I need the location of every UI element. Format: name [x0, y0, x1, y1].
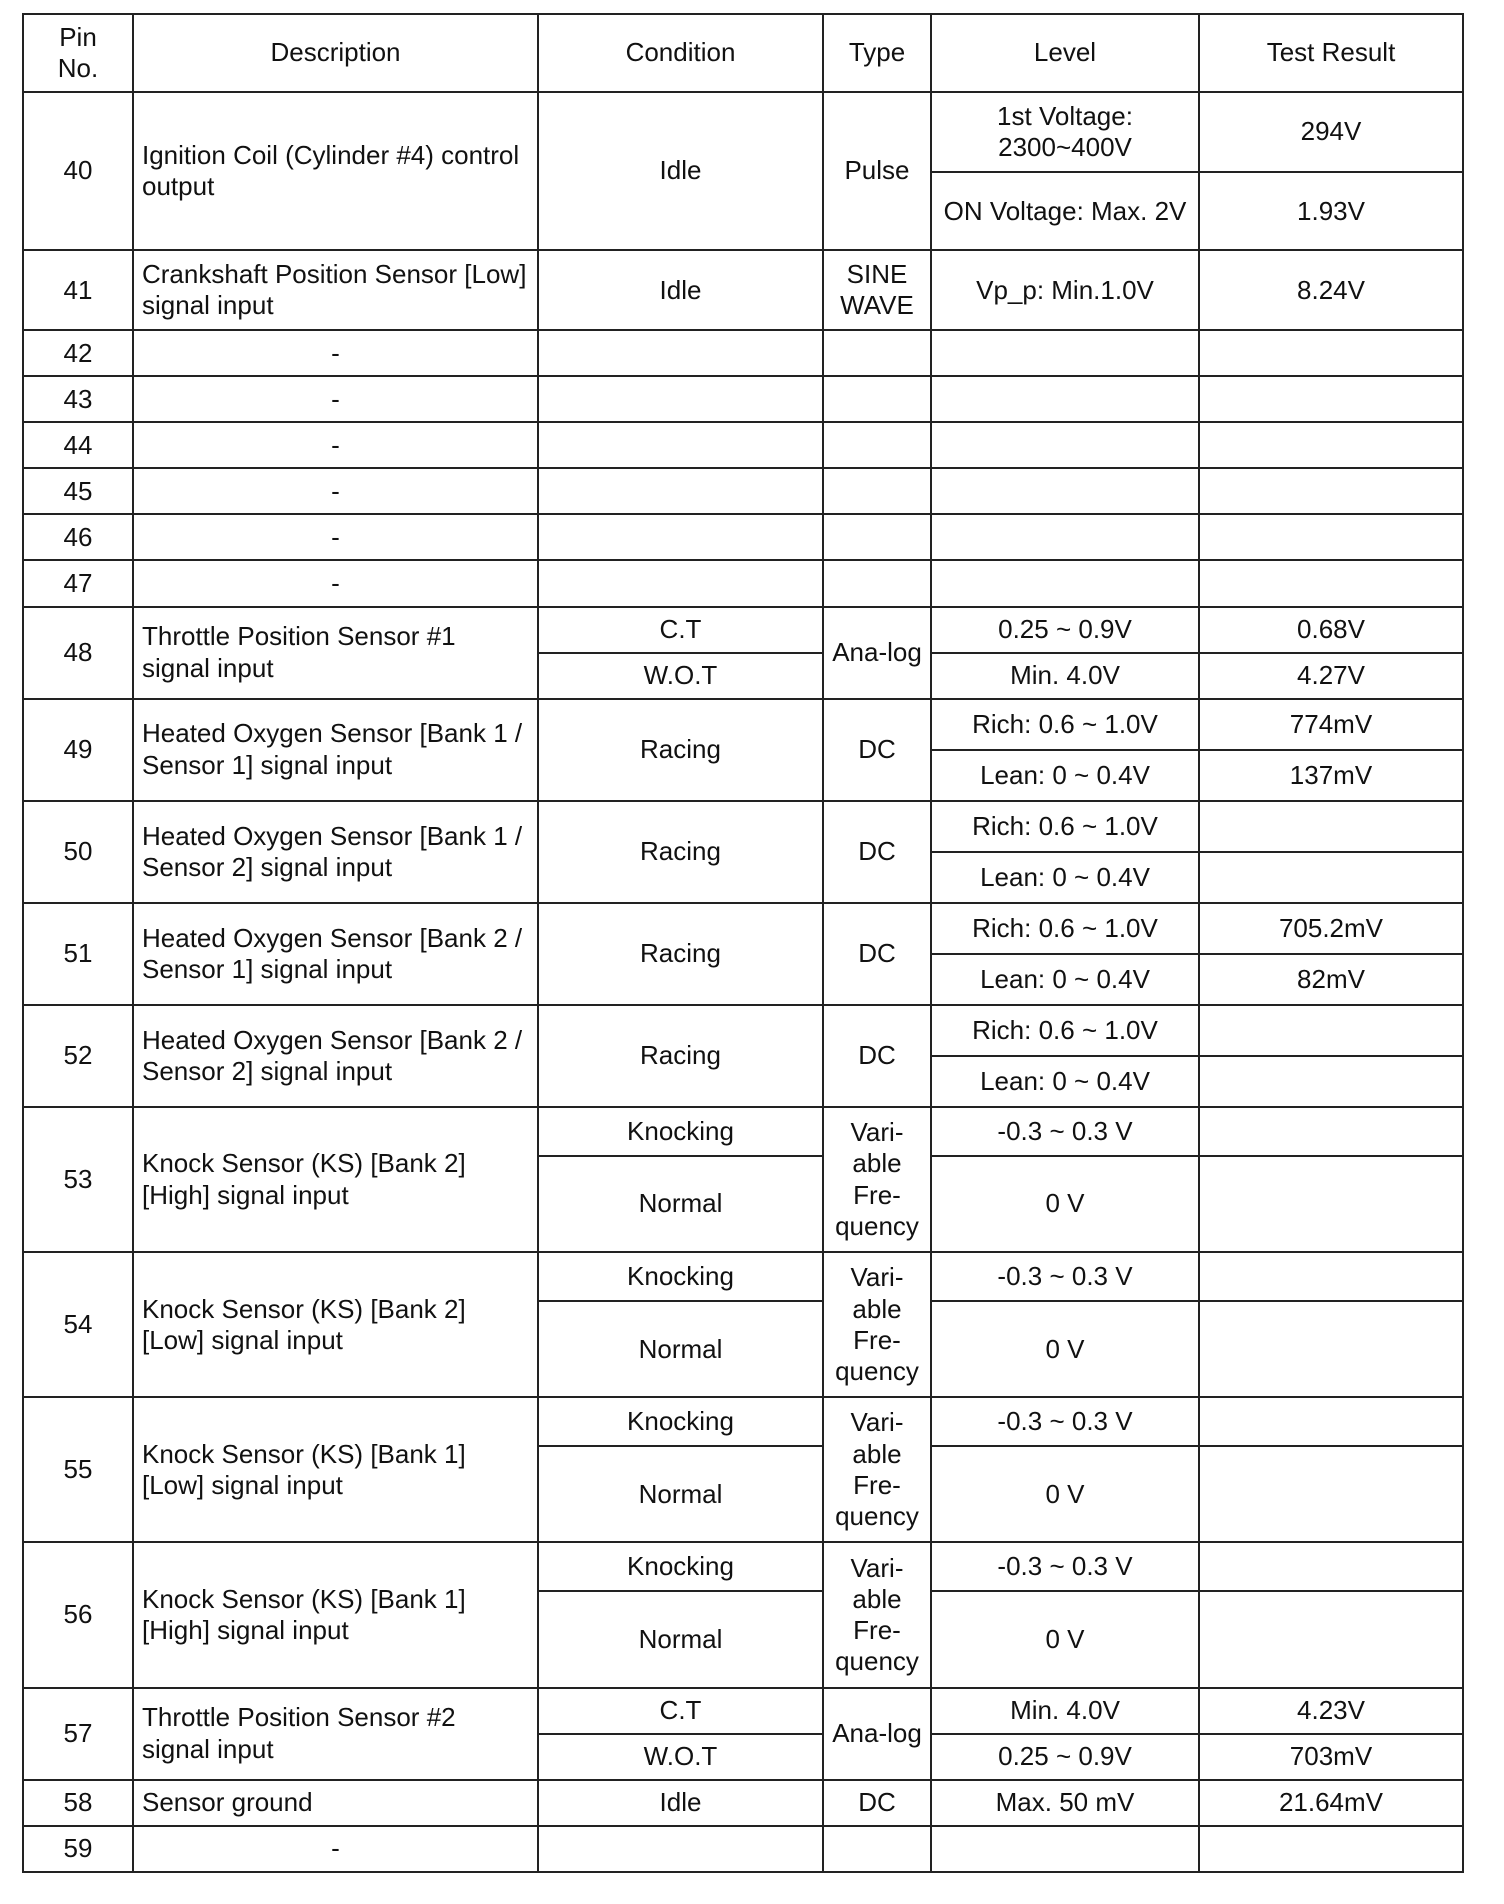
- test-result: [1199, 1446, 1463, 1542]
- table-row-51: [23, 903, 1463, 954]
- test-result: 705.2mV: [1199, 903, 1463, 954]
- test-result: [1199, 1252, 1463, 1301]
- level: 0 V: [931, 1301, 1199, 1397]
- description: Throttle Position Sensor #2 signal input: [133, 1688, 538, 1780]
- level: [931, 422, 1199, 468]
- test-result: [1199, 514, 1463, 560]
- condition: W.O.T: [538, 1734, 823, 1780]
- type: DC: [823, 1780, 931, 1826]
- pin-test-table: [22, 13, 1464, 1873]
- table-row-50: [23, 801, 1463, 852]
- test-result: [1199, 1397, 1463, 1446]
- condition: [538, 514, 823, 560]
- level: Max. 50 mV: [931, 1780, 1199, 1826]
- condition: [538, 1826, 823, 1872]
- level: Rich: 0.6 ~ 1.0V: [931, 801, 1199, 852]
- type: [823, 468, 931, 514]
- table-row-59: [23, 1826, 1463, 1872]
- type: SINE WAVE: [823, 250, 931, 330]
- type: [823, 330, 931, 376]
- table-row-57: [23, 1688, 1463, 1734]
- table-row-52: [23, 1005, 1463, 1056]
- table-row-56: [23, 1542, 1463, 1591]
- type: DC: [823, 801, 931, 903]
- condition: Knocking: [538, 1397, 823, 1446]
- level: Lean: 0 ~ 0.4V: [931, 954, 1199, 1005]
- type: DC: [823, 903, 931, 1005]
- test-result: [1199, 1591, 1463, 1687]
- level: Rich: 0.6 ~ 1.0V: [931, 1005, 1199, 1056]
- table-row-49: [23, 699, 1463, 750]
- table-row-42: [23, 330, 1463, 376]
- type: [823, 560, 931, 606]
- pin-table-sheet: [22, 13, 1462, 1873]
- type: [823, 376, 931, 422]
- pin-no: 59: [23, 1826, 133, 1872]
- pin-no: 55: [23, 1397, 133, 1542]
- level: -0.3 ~ 0.3 V: [931, 1397, 1199, 1446]
- level: Rich: 0.6 ~ 1.0V: [931, 903, 1199, 954]
- test-result: 137mV: [1199, 750, 1463, 801]
- condition: [538, 422, 823, 468]
- level: 0.25 ~ 0.9V: [931, 607, 1199, 653]
- description: -: [133, 330, 538, 376]
- table-row-55: [23, 1397, 1463, 1446]
- test-result: [1199, 330, 1463, 376]
- test-result: 8.24V: [1199, 250, 1463, 330]
- pin-no: 58: [23, 1780, 133, 1826]
- type: [823, 514, 931, 560]
- test-result: [1199, 1005, 1463, 1056]
- pin-no: 53: [23, 1107, 133, 1252]
- level: [931, 330, 1199, 376]
- condition: Racing: [538, 801, 823, 903]
- description: -: [133, 514, 538, 560]
- test-result: [1199, 1301, 1463, 1397]
- type: Ana-log: [823, 1688, 931, 1780]
- test-result: 1.93V: [1199, 172, 1463, 250]
- pin-no: 54: [23, 1252, 133, 1397]
- condition: Idle: [538, 1780, 823, 1826]
- table-row-45: [23, 468, 1463, 514]
- table-row-53: [23, 1107, 1463, 1156]
- header-test-result: Test Result: [1199, 14, 1463, 92]
- level: Min. 4.0V: [931, 653, 1199, 699]
- condition: Normal: [538, 1446, 823, 1542]
- description: Heated Oxygen Sensor [Bank 2 / Sensor 1] signal input: [133, 903, 538, 1005]
- condition: Knocking: [538, 1252, 823, 1301]
- condition: Knocking: [538, 1107, 823, 1156]
- pin-no: 43: [23, 376, 133, 422]
- pin-no: 41: [23, 250, 133, 330]
- level: [931, 376, 1199, 422]
- header-description: Description: [133, 14, 538, 92]
- pin-no: 47: [23, 560, 133, 606]
- level: 0 V: [931, 1156, 1199, 1252]
- level: [931, 560, 1199, 606]
- test-result: [1199, 1156, 1463, 1252]
- pin-no: 45: [23, 468, 133, 514]
- description: -: [133, 560, 538, 606]
- pin-no: 42: [23, 330, 133, 376]
- type: Vari-able Fre-quency: [823, 1542, 931, 1687]
- table-row-58: [23, 1780, 1463, 1826]
- header-level: Level: [931, 14, 1199, 92]
- test-result: 0.68V: [1199, 607, 1463, 653]
- type: Ana-log: [823, 607, 931, 699]
- condition: Normal: [538, 1301, 823, 1397]
- level: Lean: 0 ~ 0.4V: [931, 1056, 1199, 1107]
- description: Heated Oxygen Sensor [Bank 1 / Sensor 2] signal input: [133, 801, 538, 903]
- level: -0.3 ~ 0.3 V: [931, 1542, 1199, 1591]
- description: Knock Sensor (KS) [Bank 2] [Low] signal input: [133, 1252, 538, 1397]
- test-result: [1199, 852, 1463, 903]
- condition: Racing: [538, 1005, 823, 1107]
- test-result: [1199, 801, 1463, 852]
- level: Rich: 0.6 ~ 1.0V: [931, 699, 1199, 750]
- description: Heated Oxygen Sensor [Bank 2 / Sensor 2] signal input: [133, 1005, 538, 1107]
- header-row: [23, 14, 1463, 92]
- pin-no: 49: [23, 699, 133, 801]
- type: [823, 1826, 931, 1872]
- condition: [538, 468, 823, 514]
- level: Min. 4.0V: [931, 1688, 1199, 1734]
- test-result: [1199, 1826, 1463, 1872]
- header-type: Type: [823, 14, 931, 92]
- table-row-44: [23, 422, 1463, 468]
- test-result: 4.23V: [1199, 1688, 1463, 1734]
- description: Heated Oxygen Sensor [Bank 1 / Sensor 1] signal input: [133, 699, 538, 801]
- description: -: [133, 422, 538, 468]
- table-row-48: [23, 607, 1463, 653]
- condition: [538, 376, 823, 422]
- condition: Normal: [538, 1591, 823, 1687]
- condition: Racing: [538, 903, 823, 1005]
- test-result: [1199, 468, 1463, 514]
- condition: W.O.T: [538, 653, 823, 699]
- condition: Idle: [538, 92, 823, 250]
- table-row-54: [23, 1252, 1463, 1301]
- table-row-41: [23, 250, 1463, 330]
- level: [931, 1826, 1199, 1872]
- type: Vari-able Fre-quency: [823, 1397, 931, 1542]
- test-result: 294V: [1199, 92, 1463, 172]
- type: Vari-able Fre-quency: [823, 1252, 931, 1397]
- test-result: [1199, 560, 1463, 606]
- test-result: 703mV: [1199, 1734, 1463, 1780]
- description: Knock Sensor (KS) [Bank 2] [High] signal input: [133, 1107, 538, 1252]
- pin-no: 57: [23, 1688, 133, 1780]
- condition: Idle: [538, 250, 823, 330]
- level: [931, 514, 1199, 560]
- pin-no: 40: [23, 92, 133, 250]
- type: Vari-able Fre-quency: [823, 1107, 931, 1252]
- type: [823, 422, 931, 468]
- condition: [538, 330, 823, 376]
- condition: C.T: [538, 607, 823, 653]
- table-row-47: [23, 560, 1463, 606]
- pin-no: 46: [23, 514, 133, 560]
- test-result: [1199, 422, 1463, 468]
- test-result: [1199, 1056, 1463, 1107]
- pin-no: 48: [23, 607, 133, 699]
- table-row-40: [23, 92, 1463, 172]
- test-result: [1199, 1542, 1463, 1591]
- pin-no: 51: [23, 903, 133, 1005]
- level: 1st Voltage: 2300~400V: [931, 92, 1199, 172]
- level: 0 V: [931, 1446, 1199, 1542]
- pin-no: 50: [23, 801, 133, 903]
- level: -0.3 ~ 0.3 V: [931, 1107, 1199, 1156]
- level: 0 V: [931, 1591, 1199, 1687]
- header-condition: Condition: [538, 14, 823, 92]
- description: Knock Sensor (KS) [Bank 1] [High] signal input: [133, 1542, 538, 1687]
- description: Sensor ground: [133, 1780, 538, 1826]
- type: Pulse: [823, 92, 931, 250]
- type: DC: [823, 699, 931, 801]
- pin-no: 52: [23, 1005, 133, 1107]
- level: ON Voltage: Max. 2V: [931, 172, 1199, 250]
- level: -0.3 ~ 0.3 V: [931, 1252, 1199, 1301]
- type: DC: [823, 1005, 931, 1107]
- test-result: 21.64mV: [1199, 1780, 1463, 1826]
- description: -: [133, 468, 538, 514]
- description: Knock Sensor (KS) [Bank 1] [Low] signal input: [133, 1397, 538, 1542]
- test-result: 82mV: [1199, 954, 1463, 1005]
- header-pin-no: Pin No.: [23, 14, 133, 92]
- test-result: [1199, 376, 1463, 422]
- test-result: [1199, 1107, 1463, 1156]
- condition: Racing: [538, 699, 823, 801]
- condition: C.T: [538, 1688, 823, 1734]
- level: Vp_p: Min.1.0V: [931, 250, 1199, 330]
- level: Lean: 0 ~ 0.4V: [931, 852, 1199, 903]
- description: Ignition Coil (Cylinder #4) control output: [133, 92, 538, 250]
- test-result: 4.27V: [1199, 653, 1463, 699]
- test-result: 774mV: [1199, 699, 1463, 750]
- level: [931, 468, 1199, 514]
- description: Throttle Position Sensor #1 signal input: [133, 607, 538, 699]
- table-row-46: [23, 514, 1463, 560]
- condition: Normal: [538, 1156, 823, 1252]
- description: Crankshaft Position Sensor [Low] signal input: [133, 250, 538, 330]
- pin-no: 44: [23, 422, 133, 468]
- condition: Knocking: [538, 1542, 823, 1591]
- description: -: [133, 376, 538, 422]
- pin-no: 56: [23, 1542, 133, 1687]
- table-row-43: [23, 376, 1463, 422]
- level: Lean: 0 ~ 0.4V: [931, 750, 1199, 801]
- description: -: [133, 1826, 538, 1872]
- condition: [538, 560, 823, 606]
- level: 0.25 ~ 0.9V: [931, 1734, 1199, 1780]
